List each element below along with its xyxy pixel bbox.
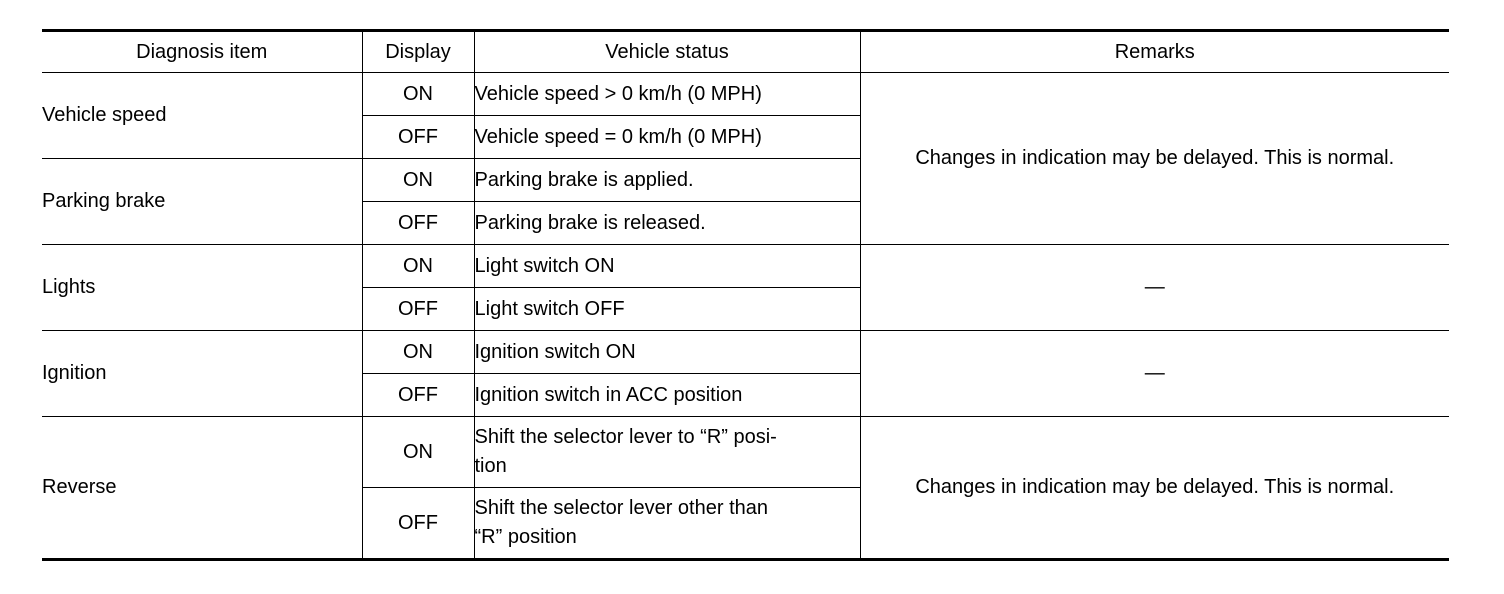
diagnosis-item-cell: Reverse <box>42 417 362 560</box>
remarks-cell: — <box>860 245 1449 331</box>
display-cell: ON <box>362 331 474 374</box>
table-row <box>42 417 1449 488</box>
vehicle-status-cell: Light switch OFF <box>474 288 860 331</box>
diagnosis-item-cell: Ignition <box>42 331 362 417</box>
vehicle-status-cell: Light switch ON <box>474 245 860 288</box>
vehicle-status-cell: Shift the selector lever to “R” posi- tion <box>474 417 860 488</box>
display-cell: ON <box>362 73 474 116</box>
remarks-cell: Changes in indication may be delayed. This is normal. <box>860 417 1449 560</box>
vehicle-status-cell: Vehicle speed > 0 km/h (0 MPH) <box>474 73 860 116</box>
display-cell: OFF <box>362 202 474 245</box>
display-cell: OFF <box>362 116 474 159</box>
display-cell: OFF <box>362 374 474 417</box>
vehicle-status-cell: Parking brake is released. <box>474 202 860 245</box>
header-diagnosis-item: Diagnosis item <box>42 31 362 73</box>
diagnosis-item-cell: Vehicle speed <box>42 73 362 159</box>
header-display: Display <box>362 31 474 73</box>
table-row <box>42 73 1449 116</box>
vehicle-status-cell: Ignition switch ON <box>474 331 860 374</box>
header-remarks: Remarks <box>860 31 1449 73</box>
header-row <box>42 31 1449 73</box>
display-cell: ON <box>362 159 474 202</box>
table-row <box>42 331 1449 374</box>
remarks-cell: — <box>860 331 1449 417</box>
table-row <box>42 245 1449 288</box>
display-cell: OFF <box>362 488 474 560</box>
remarks-cell: Changes in indication may be delayed. This is normal. <box>860 73 1449 245</box>
vehicle-status-cell: Parking brake is applied. <box>474 159 860 202</box>
display-cell: ON <box>362 417 474 488</box>
diagnosis-item-cell: Lights <box>42 245 362 331</box>
vehicle-status-cell: Ignition switch in ACC position <box>474 374 860 417</box>
display-cell: ON <box>362 245 474 288</box>
display-cell: OFF <box>362 288 474 331</box>
vehicle-status-cell: Vehicle speed = 0 km/h (0 MPH) <box>474 116 860 159</box>
diagnosis-item-cell: Parking brake <box>42 159 362 245</box>
diagnosis-table <box>42 29 1449 561</box>
header-vehicle-status: Vehicle status <box>474 31 860 73</box>
vehicle-status-cell: Shift the selector lever other than “R” position <box>474 488 860 560</box>
